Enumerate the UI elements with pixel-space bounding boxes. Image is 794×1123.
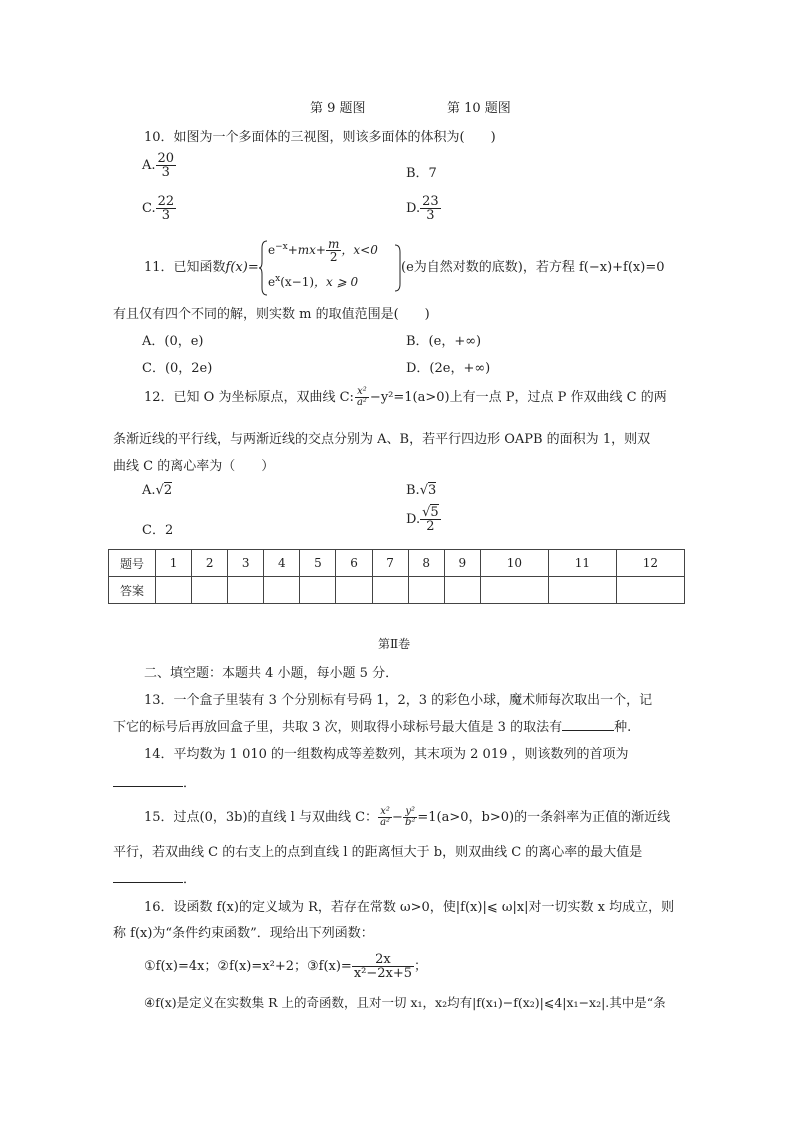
q12-line3: 曲线 C 的离心率为（ ） (113, 459, 275, 474)
q14-line2: ． (113, 772, 196, 791)
answer-cell[interactable] (300, 577, 336, 604)
table-num-cell: 5 (300, 550, 336, 577)
answer-cell[interactable] (616, 577, 684, 604)
table-num-cell: 6 (336, 550, 372, 577)
answer-cell[interactable] (156, 577, 192, 604)
q10-option-b: B．7 (406, 166, 437, 181)
q16-functions: ①f(x)=4x；②f(x)=x²+2；③f(x)= $\frac{2x}{\text{x²−2x+5}}$ ； (144, 952, 428, 981)
fig10-caption: 第 10 题图 (447, 101, 511, 116)
table-num-cell: 12 (616, 550, 684, 577)
section-heading: 二、填空题：本题共 4 小题，每小题 5 分． (144, 666, 399, 681)
q10-option-c: C. $\frac{22}{3}$ (142, 194, 175, 223)
q12-line2: 条渐近线的平行线，与两渐近线的交点分别为 A、B，若平行四边形 OAPB 的面积为 1，则双 (113, 432, 651, 447)
q11-suffix: (e为自然对数的底数)，若方程 f(−x)+f(x)=0 (401, 260, 665, 275)
q11-option-b: B．(e，+∞) (406, 334, 482, 349)
q12-option-a: A.√2 (142, 483, 173, 498)
table-num-cell: 7 (372, 550, 408, 577)
table-num-cell: 11 (548, 550, 616, 577)
q12-option-c: C．2 (142, 523, 174, 538)
table-num-cell: 3 (228, 550, 264, 577)
answer-table-header-row (109, 550, 685, 577)
answer-cell[interactable] (192, 577, 228, 604)
q11-prefix: 11．已知函数f(x)= (144, 260, 259, 275)
q15-line1: 15．过点(0，3b)的直线 l 与双曲线 C： $\frac{\text{x²}}{\text{a²}}$ − $\frac{\text{y²}}{\text{b²}}$ =1(a>0，b>0)的一条斜率为正值的渐近线 (144, 806, 671, 828)
table-answer-label: 答案 (109, 577, 156, 604)
q12-line1: 12．已知 O 为坐标原点，双曲线 C: $\frac{\text{x²}}{\text{a²}}$ −y²=1(a>0)上有一点 P，过点 P 作双曲线 C 的两 (144, 386, 667, 408)
q13-answer-blank[interactable] (562, 718, 614, 731)
q14-answer-blank[interactable] (113, 774, 183, 787)
table-num-cell: 1 (156, 550, 192, 577)
answer-cell[interactable] (336, 577, 372, 604)
table-num-cell: 9 (444, 550, 480, 577)
table-num-cell: 10 (480, 550, 548, 577)
q14-line1: 14．平均数为 1 010 的一组数构成等差数列，其末项为 2 019 ，则该数列的首项为 (144, 747, 629, 762)
q15-line3: ． (113, 868, 196, 887)
answer-cell[interactable] (264, 577, 300, 604)
q11-option-a: A．(0，e) (142, 334, 204, 349)
q12-option-b: B.√3 (406, 483, 437, 498)
q16-line4: ④f(x)是定义在实数集 R 上的奇函数，且对一切 x₁，x₂均有|f(x₁)−f(x₂)|⩽4|x₁−x₂|.其中是“条 (144, 995, 666, 1010)
part2-title: 第Ⅱ卷 (378, 637, 411, 651)
answer-table-answer-row (109, 577, 685, 604)
answer-table (108, 549, 685, 604)
fig9-caption: 第 9 题图 (310, 101, 366, 116)
q10-stem: 10．如图为一个多面体的三视图，则该多面体的体积为( ) (144, 130, 496, 145)
answer-cell[interactable] (444, 577, 480, 604)
q10-option-d: D. $\frac{23}{3}$ (406, 194, 439, 223)
answer-cell[interactable] (480, 577, 548, 604)
answer-cell[interactable] (228, 577, 264, 604)
q13-line2: 下它的标号后再放回盒子里，共取 3 次，则取得小球标号最大值是 3 的取法有 种. (113, 720, 632, 735)
table-num-cell: 8 (408, 550, 444, 577)
q16-line1: 16．设函数 f(x)的定义域为 R，若存在常数 ω>0，使|f(x)|⩽ ω|x|对一切实数 x 均成立，则 (144, 900, 675, 915)
answer-cell[interactable] (548, 577, 616, 604)
q13-line1: 13．一个盒子里装有 3 个分别标有号码 1，2，3 的彩色小球，魔术师每次取出一个，记 (144, 693, 653, 708)
q11-case2: $e^x(x-1)$，x ⩾ 0 (268, 274, 359, 289)
piecewise-brace (258, 240, 268, 296)
answer-cell[interactable] (408, 577, 444, 604)
q10-option-a: A. $\frac{20}{3}$ (142, 151, 175, 180)
q11-case1: $e^{-x}+mx+$ $\frac{m}{2}$ ，x<0 (268, 237, 378, 264)
table-num-cell: 2 (192, 550, 228, 577)
q12-option-d: D. $\frac{√5}{2}$ (406, 505, 439, 534)
table-num-cell: 4 (264, 550, 300, 577)
q11-option-d: D．(2e，+∞) (406, 361, 491, 376)
answer-cell[interactable] (372, 577, 408, 604)
table-header-label: 题号 (109, 550, 156, 577)
q11-line2: 有且仅有四个不同的解，则实数 m 的取值范围是( ) (113, 307, 430, 322)
q16-line2: 称 f(x)为“条件约束函数”．现给出下列函数： (113, 926, 374, 941)
q15-line2: 平行，若双曲线 C 的右支上的点到直线 l 的距离恒大于 b，则双曲线 C 的离心率的最大值是 (113, 845, 643, 860)
q11-option-c: C．(0，2e) (142, 361, 213, 376)
q15-answer-blank[interactable] (113, 870, 183, 883)
